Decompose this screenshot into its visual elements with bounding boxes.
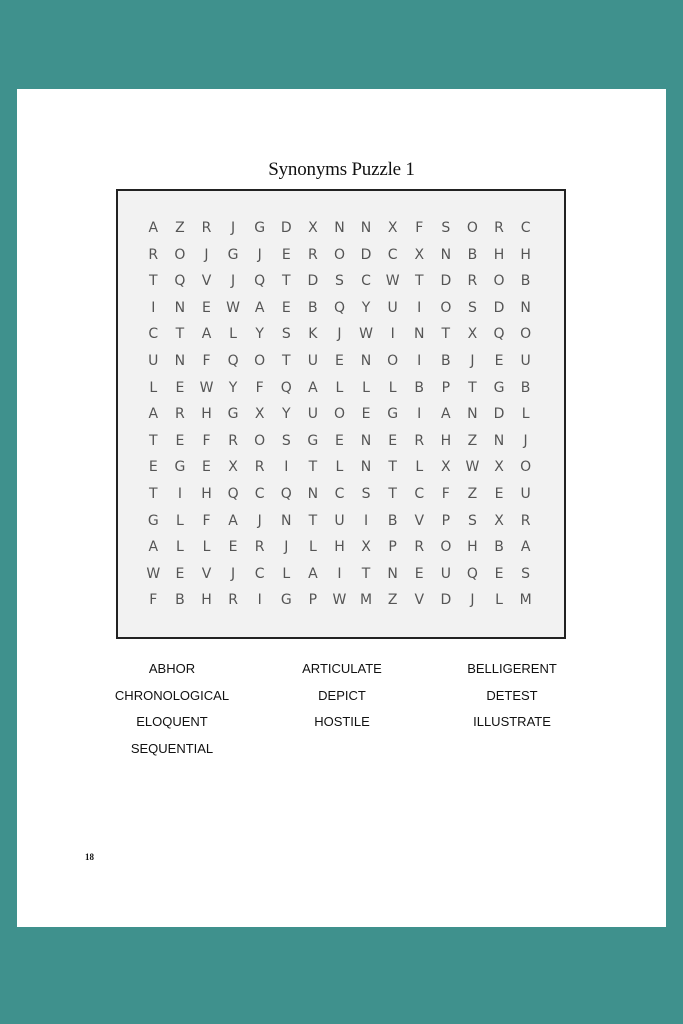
grid-letter: L bbox=[362, 379, 370, 396]
grid-letter: A bbox=[308, 379, 318, 396]
grid-letter: O bbox=[466, 220, 478, 236]
grid-letter: W bbox=[385, 273, 400, 290]
grid-letter: O bbox=[333, 246, 345, 263]
grid-letter: N bbox=[360, 432, 372, 449]
grid-letter: O bbox=[254, 352, 266, 369]
grid-letter: T bbox=[388, 459, 397, 476]
grid-letter: C bbox=[148, 326, 159, 343]
grid-letter: S bbox=[467, 512, 477, 529]
grid-letter: A bbox=[520, 539, 531, 556]
grid-letter: L bbox=[229, 326, 237, 343]
grid-letter: D bbox=[440, 592, 452, 609]
grid-letter: R bbox=[148, 246, 159, 263]
word-list-item: DETEST bbox=[486, 687, 538, 703]
grid-letter: S bbox=[335, 273, 344, 290]
grid-letter: C bbox=[414, 485, 425, 502]
grid-letter: J bbox=[204, 246, 209, 263]
grid-letter: U bbox=[307, 352, 318, 369]
grid-letter: Q bbox=[493, 326, 505, 343]
grid-letter: J bbox=[231, 565, 236, 582]
grid-letter: I bbox=[390, 326, 395, 343]
grid-letter: I bbox=[337, 565, 342, 582]
grid-letter: L bbox=[388, 379, 397, 396]
grid-letter: J bbox=[257, 512, 262, 529]
grid-letter: Q bbox=[280, 485, 292, 502]
grid-letter: D bbox=[440, 273, 452, 290]
grid-letter: L bbox=[335, 379, 344, 396]
grid-letter: D bbox=[493, 299, 505, 316]
grid-letter: E bbox=[228, 539, 238, 556]
grid-letter: Q bbox=[227, 352, 239, 369]
letter-grid bbox=[140, 215, 539, 614]
grid-letter: B bbox=[308, 299, 318, 316]
grid-letter: N bbox=[307, 485, 319, 502]
grid-letter: O bbox=[254, 432, 266, 449]
word-list-item: SEQUENTIAL bbox=[130, 740, 214, 756]
grid-letter: V bbox=[201, 565, 212, 582]
grid-letter: E bbox=[175, 565, 185, 582]
grid-letter: W bbox=[146, 565, 161, 582]
grid-letter: S bbox=[361, 485, 371, 502]
grid-letter: R bbox=[414, 539, 425, 556]
grid-letter: D bbox=[280, 220, 292, 236]
grid-letter: N bbox=[387, 565, 398, 582]
grid-letter: K bbox=[308, 326, 318, 343]
grid-letter: M bbox=[360, 592, 373, 609]
grid-letter: O bbox=[440, 539, 452, 556]
grid-letter: E bbox=[335, 432, 344, 449]
grid-letter: Y bbox=[281, 406, 291, 423]
grid-letter: V bbox=[201, 273, 212, 290]
grid-letter: L bbox=[149, 379, 158, 396]
word-list bbox=[87, 661, 597, 767]
grid-letter: S bbox=[467, 299, 477, 316]
page-number: 18 bbox=[85, 852, 94, 862]
grid-letter: N bbox=[174, 352, 186, 369]
puzzle-page bbox=[17, 89, 666, 927]
grid-letter: L bbox=[202, 539, 211, 556]
grid-letter: I bbox=[257, 592, 262, 609]
grid-letter: Z bbox=[467, 432, 478, 449]
grid-letter: X bbox=[494, 459, 504, 476]
grid-letter: R bbox=[254, 459, 265, 476]
grid-letter: T bbox=[175, 326, 185, 343]
grid-letter: X bbox=[308, 220, 318, 236]
grid-letter: X bbox=[494, 512, 504, 529]
grid-letter: E bbox=[494, 485, 504, 502]
grid-letter: S bbox=[281, 432, 291, 449]
grid-letter: F bbox=[149, 592, 158, 609]
word-list-item: ABHOR bbox=[148, 661, 196, 676]
grid-letter: W bbox=[465, 459, 480, 476]
grid-letter: N bbox=[413, 326, 425, 343]
grid-letter: U bbox=[334, 512, 345, 529]
grid-letter: I bbox=[417, 352, 422, 369]
word-list-item: CHRONOLOGICAL bbox=[114, 687, 230, 703]
grid-letter: O bbox=[520, 459, 532, 476]
grid-letter: E bbox=[175, 379, 185, 396]
word-list-item: ILLUSTRATE bbox=[473, 714, 551, 729]
grid-letter: X bbox=[361, 539, 371, 556]
grid-letter: E bbox=[202, 459, 211, 476]
grid-letter: E bbox=[361, 406, 371, 423]
grid-letter: E bbox=[148, 459, 158, 476]
grid-letter: Q bbox=[333, 299, 345, 316]
grid-letter: E bbox=[388, 432, 398, 449]
grid-letter: T bbox=[388, 485, 397, 502]
grid-letter: X bbox=[254, 406, 265, 423]
grid-letter: A bbox=[148, 406, 159, 423]
grid-letter: S bbox=[441, 220, 451, 236]
grid-letter: W bbox=[226, 299, 240, 316]
grid-letter: E bbox=[335, 352, 344, 369]
grid-letter: T bbox=[281, 352, 291, 369]
grid-letter: O bbox=[493, 273, 505, 290]
grid-letter: Q bbox=[280, 379, 292, 396]
grid-letter: Q bbox=[466, 565, 478, 582]
grid-letter: I bbox=[284, 459, 289, 476]
grid-letter: F bbox=[255, 379, 264, 396]
grid-letter: V bbox=[414, 592, 425, 609]
grid-letter: H bbox=[334, 539, 345, 556]
grid-letter: O bbox=[520, 326, 532, 343]
grid-letter: H bbox=[467, 539, 478, 556]
grid-letter: W bbox=[332, 592, 347, 609]
grid-letter: F bbox=[202, 432, 211, 449]
grid-letter: T bbox=[361, 565, 371, 582]
grid-letter: B bbox=[467, 246, 478, 263]
grid-letter: O bbox=[174, 246, 186, 263]
word-search-grid-box bbox=[116, 189, 566, 639]
grid-letter: N bbox=[360, 459, 372, 476]
grid-letter: Y bbox=[361, 299, 371, 316]
grid-letter: D bbox=[493, 406, 505, 423]
grid-letter: E bbox=[494, 352, 504, 369]
grid-letter: B bbox=[494, 539, 504, 556]
grid-letter: S bbox=[521, 565, 531, 582]
word-list-item: ELOQUENT bbox=[136, 714, 208, 729]
grid-letter: I bbox=[177, 485, 182, 502]
grid-letter: J bbox=[257, 246, 262, 263]
grid-letter: H bbox=[201, 406, 212, 423]
grid-letter: Q bbox=[254, 273, 266, 290]
grid-letter: L bbox=[175, 539, 184, 556]
grid-letter: Y bbox=[228, 379, 238, 396]
grid-letter: T bbox=[308, 459, 318, 476]
grid-letter: A bbox=[228, 512, 238, 529]
grid-letter: T bbox=[441, 326, 451, 343]
grid-letter: A bbox=[308, 565, 318, 582]
grid-letter: F bbox=[202, 512, 211, 529]
grid-letter: N bbox=[334, 220, 345, 236]
grid-letter: O bbox=[440, 299, 452, 316]
grid-letter: L bbox=[308, 539, 317, 556]
grid-letter: E bbox=[175, 432, 185, 449]
grid-letter: R bbox=[228, 432, 238, 449]
grid-letter: D bbox=[307, 273, 319, 290]
grid-letter: F bbox=[441, 485, 450, 502]
grid-letter: Q bbox=[174, 273, 186, 290]
word-list-item: DEPICT bbox=[318, 687, 366, 703]
grid-letter: G bbox=[174, 459, 186, 476]
grid-letter: T bbox=[149, 485, 158, 502]
grid-letter: R bbox=[307, 246, 318, 263]
grid-letter: I bbox=[417, 299, 422, 316]
grid-letter: U bbox=[387, 299, 398, 316]
grid-letter: G bbox=[493, 379, 505, 396]
grid-letter: X bbox=[387, 220, 398, 236]
grid-letter: N bbox=[174, 299, 186, 316]
grid-letter: F bbox=[202, 352, 211, 369]
grid-letter: Q bbox=[227, 485, 239, 502]
grid-letter: C bbox=[334, 485, 345, 502]
grid-letter: I bbox=[363, 512, 369, 529]
grid-letter: N bbox=[467, 406, 478, 423]
grid-letter: C bbox=[361, 273, 371, 290]
grid-letter: L bbox=[521, 406, 530, 423]
grid-letter: H bbox=[520, 246, 531, 263]
grid-letter: G bbox=[307, 432, 319, 449]
grid-letter: N bbox=[281, 512, 292, 529]
grid-letter: T bbox=[308, 512, 318, 529]
grid-letter: G bbox=[227, 246, 239, 263]
grid-letter: V bbox=[414, 512, 425, 529]
grid-letter: R bbox=[494, 220, 504, 236]
grid-letter: Y bbox=[255, 326, 264, 343]
grid-letter: F bbox=[415, 220, 424, 236]
grid-letter: R bbox=[201, 220, 212, 236]
grid-letter: X bbox=[414, 246, 425, 263]
grid-letter: E bbox=[202, 299, 211, 316]
puzzle-title: Synonyms Puzzle 1 bbox=[268, 159, 415, 180]
grid-letter: P bbox=[308, 592, 318, 609]
grid-letter: E bbox=[281, 246, 291, 263]
grid-letter: H bbox=[440, 432, 452, 449]
grid-letter: U bbox=[520, 485, 531, 502]
grid-letter: B bbox=[175, 592, 185, 609]
grid-letter: B bbox=[414, 379, 425, 396]
grid-letter: O bbox=[333, 406, 345, 423]
grid-letter: L bbox=[495, 592, 503, 609]
grid-letter: J bbox=[231, 220, 236, 236]
grid-letter: S bbox=[281, 326, 291, 343]
grid-letter: Z bbox=[467, 485, 478, 502]
word-list-item: HOSTILE bbox=[314, 714, 370, 729]
grid-letter: E bbox=[414, 565, 424, 582]
grid-letter: T bbox=[468, 379, 477, 396]
grid-letter: L bbox=[282, 565, 291, 582]
word-list-item: BELLIGERENT bbox=[467, 661, 557, 676]
grid-letter: N bbox=[493, 432, 505, 449]
grid-letter: G bbox=[227, 406, 239, 423]
grid-letter: G bbox=[387, 406, 399, 423]
grid-letter: R bbox=[175, 406, 185, 423]
grid-letter: T bbox=[414, 273, 424, 290]
grid-letter: P bbox=[388, 539, 397, 556]
grid-letter: A bbox=[441, 406, 451, 423]
grid-letter: B bbox=[520, 379, 531, 396]
grid-letter: J bbox=[284, 539, 289, 556]
grid-letter: E bbox=[494, 565, 504, 582]
grid-letter: E bbox=[281, 299, 291, 316]
grid-letter: G bbox=[280, 592, 292, 609]
grid-letter: R bbox=[520, 512, 531, 529]
grid-letter: N bbox=[520, 299, 531, 316]
grid-letter: R bbox=[254, 539, 265, 556]
grid-letter: J bbox=[470, 592, 475, 609]
grid-letter: P bbox=[441, 379, 451, 396]
grid-letter: R bbox=[467, 273, 478, 290]
grid-letter: A bbox=[254, 299, 265, 316]
grid-letter: R bbox=[414, 432, 425, 449]
grid-letter: C bbox=[387, 246, 398, 263]
grid-letter: Z bbox=[175, 220, 185, 236]
grid-letter: Z bbox=[387, 592, 398, 609]
grid-letter: J bbox=[337, 326, 342, 343]
grid-letter: N bbox=[360, 220, 372, 236]
grid-letter: J bbox=[523, 432, 528, 449]
grid-letter: H bbox=[493, 246, 505, 263]
grid-letter: X bbox=[228, 459, 238, 476]
grid-letter: M bbox=[519, 592, 532, 609]
grid-letter: C bbox=[254, 565, 265, 582]
grid-letter: W bbox=[359, 326, 373, 343]
grid-letter: N bbox=[440, 246, 452, 263]
grid-letter: T bbox=[149, 273, 158, 290]
grid-letter: I bbox=[151, 299, 156, 316]
grid-letter: C bbox=[520, 220, 531, 236]
grid-letter: I bbox=[417, 406, 422, 423]
grid-letter: J bbox=[231, 273, 236, 290]
grid-letter: C bbox=[254, 485, 265, 502]
grid-letter: L bbox=[175, 512, 184, 529]
grid-letter: J bbox=[470, 352, 475, 369]
grid-letter: A bbox=[201, 326, 212, 343]
grid-letter: U bbox=[520, 352, 531, 369]
grid-letter: T bbox=[149, 432, 158, 449]
grid-letter: X bbox=[441, 459, 451, 476]
grid-letter: H bbox=[201, 485, 212, 502]
grid-letter: U bbox=[440, 565, 451, 582]
grid-letter: X bbox=[467, 326, 478, 343]
grid-letter: B bbox=[520, 273, 531, 290]
grid-letter: T bbox=[281, 273, 291, 290]
grid-letter: W bbox=[199, 379, 214, 396]
grid-letter: A bbox=[148, 220, 159, 236]
grid-letter: U bbox=[148, 352, 159, 369]
grid-letter: A bbox=[148, 539, 159, 556]
word-list-item: ARTICULATE bbox=[302, 661, 382, 676]
grid-letter: B bbox=[387, 512, 398, 529]
grid-letter: N bbox=[360, 352, 372, 369]
grid-letter: B bbox=[441, 352, 451, 369]
grid-letter: O bbox=[387, 352, 399, 369]
grid-letter: R bbox=[228, 592, 238, 609]
grid-letter: H bbox=[201, 592, 212, 609]
grid-letter: L bbox=[335, 459, 344, 476]
grid-letter: D bbox=[360, 246, 372, 263]
grid-letter: G bbox=[254, 220, 266, 236]
grid-letter: L bbox=[415, 459, 424, 476]
grid-letter: G bbox=[147, 512, 159, 529]
grid-letter: P bbox=[441, 512, 451, 529]
grid-letter: U bbox=[307, 406, 318, 423]
